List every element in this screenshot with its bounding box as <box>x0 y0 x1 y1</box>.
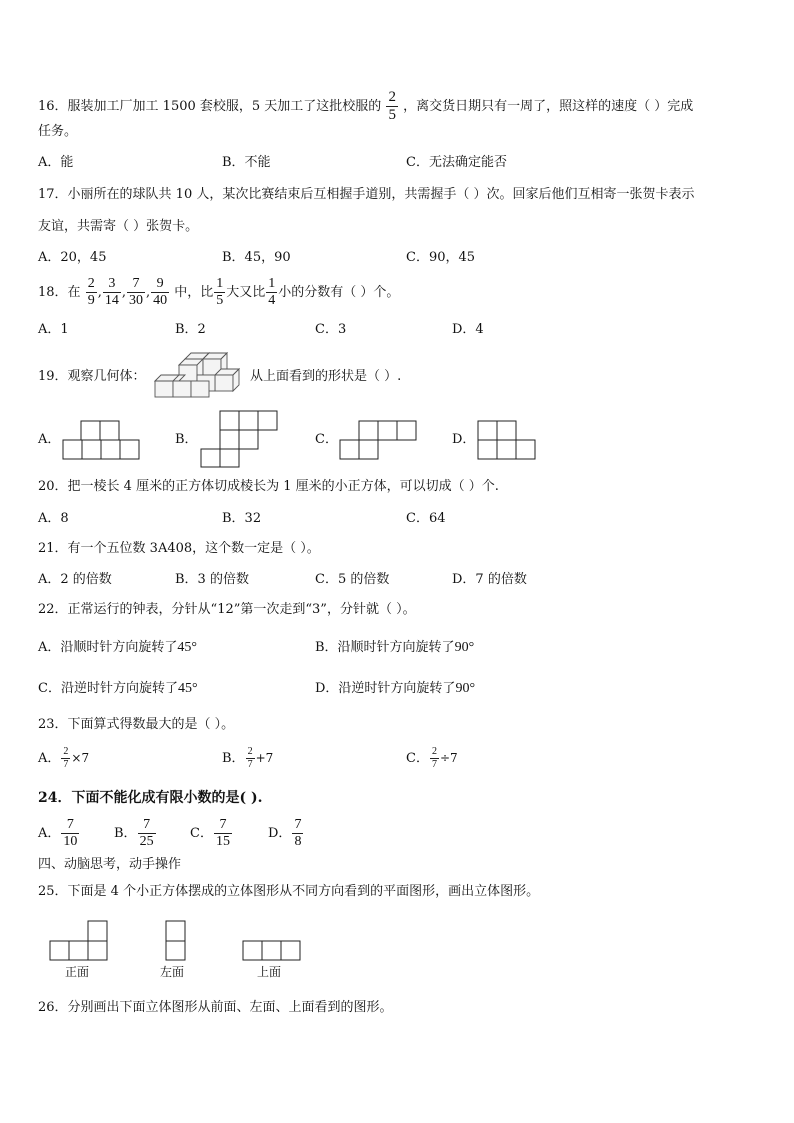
q22-line: 22．正常运行的钟表，分针从“12”第一次走到“3”，分针就（ ）。 <box>38 602 416 617</box>
q19-option-a[interactable]: A． <box>38 432 61 447</box>
q18-option-a[interactable]: A．1 <box>38 322 69 337</box>
q24-fraction-c: $\frac{7}{15}$ <box>215 817 230 849</box>
q21-option-d[interactable]: D．7 的倍数 <box>452 572 527 587</box>
q20-option-c[interactable]: C．64 <box>406 511 446 526</box>
q19-option-b[interactable]: B． <box>175 432 198 447</box>
q25-caption-top: 上面 <box>257 965 282 979</box>
q21-option-a[interactable]: A．2 的倍数 <box>38 572 112 587</box>
q22-option-c[interactable]: C．沿逆时针方向旋转了45° <box>38 681 198 696</box>
q16-option-c[interactable]: C．无法确定能否 <box>406 155 507 170</box>
q26-line: 26．分别画出下面立体图形从前面、左面、上面看到的图形。 <box>38 1000 393 1015</box>
q19-option-d-grid <box>477 420 537 460</box>
q16-option-a[interactable]: A．能 <box>38 155 74 170</box>
q25-top-view <box>242 940 302 962</box>
q17-line2: 友谊，共需寄（ ）张贺卡。 <box>38 219 199 234</box>
q24-option-b[interactable]: B． $\frac{7}{25}$ <box>114 817 154 849</box>
q16-option-b[interactable]: B．不能 <box>222 155 271 170</box>
q19-prompt-post: 从上面看到的形状是（ ）. <box>250 369 402 384</box>
q24-fraction-b: $\frac{7}{25}$ <box>139 817 154 849</box>
q23-line: 23．下面算式得数最大的是（ ）。 <box>38 717 235 732</box>
q17-option-b[interactable]: B．45，90 <box>222 250 291 265</box>
q22-option-b[interactable]: B．沿顺时针方向旋转了90° <box>315 640 475 655</box>
q18-option-d[interactable]: D．4 <box>452 322 484 337</box>
q18-option-b[interactable]: B．2 <box>175 322 206 337</box>
q25-left-view <box>165 920 187 962</box>
q18-fraction-3: $\frac{7}{30}$ <box>128 276 143 308</box>
q22-option-a[interactable]: A．沿顺时针方向旋转了45° <box>38 640 197 655</box>
q25-caption-left: 左面 <box>160 965 185 979</box>
q22-option-d[interactable]: D．沿逆时针方向旋转了90° <box>315 681 476 696</box>
q24-fraction-d: $\frac{7}{8}$ <box>294 817 302 849</box>
q19-option-b-grid <box>200 410 278 468</box>
q20-option-a[interactable]: A．8 <box>38 511 69 526</box>
q22-angle-c: 45° <box>177 681 198 696</box>
q20-line: 20．把一棱长 4 厘米的正方体切成棱长为 1 厘米的小正方体，可以切成（ ）个. <box>38 479 499 494</box>
q18-fraction-upper: $\frac{1}{4}$ <box>268 276 276 308</box>
q23-option-b[interactable]: B． $\frac{2}{7}$ +7 <box>222 746 274 770</box>
q23-option-a[interactable]: A． $\frac{2}{7}$ ×7 <box>38 746 90 770</box>
q22-angle-a: 45° <box>177 640 197 655</box>
q18-line: 18．在 $\frac{2}{9}$ , $\frac{3}{14}$ , $\frac{7}{30}$ , $\frac{9}{40}$ 中，比 $\frac{1}{5}$ 大又比 $\frac{1}{4}$ 小的分数有（ ）个。 <box>38 276 400 308</box>
q19-prompt-pre: 19．观察几何体： <box>38 369 146 384</box>
q19-option-a-grid <box>62 420 140 460</box>
q22-angle-d: 90° <box>455 681 476 696</box>
q17-option-c[interactable]: C．90，45 <box>406 250 476 265</box>
q21-option-b[interactable]: B．3 的倍数 <box>175 572 249 587</box>
q19-option-c[interactable]: C． <box>315 432 338 447</box>
q23-option-c[interactable]: C． $\frac{2}{7}$ ÷7 <box>406 746 458 770</box>
q19-option-d[interactable]: D． <box>452 432 476 447</box>
q23-fraction-c: $\frac{2}{7}$ <box>431 746 437 770</box>
q25-line: 25．下面是 4 个小正方体摆成的立体图形从不同方向看到的平面图形，画出立体图形。 <box>38 884 540 899</box>
q18-option-c[interactable]: C．3 <box>315 322 347 337</box>
q23-fraction-b: $\frac{2}{7}$ <box>247 746 253 770</box>
q18-fraction-lower: $\frac{1}{5}$ <box>216 276 224 308</box>
q16-line2: 任务。 <box>38 124 78 139</box>
q16-fraction: $\frac{2}{5}$ <box>388 89 396 123</box>
q21-option-c[interactable]: C．5 的倍数 <box>315 572 390 587</box>
q24-line: 24．下面不能化成有限小数的是( ). <box>38 790 263 806</box>
q18-fraction-4: $\frac{9}{40}$ <box>153 276 168 308</box>
q16-line1: 16．服装加工厂加工 1500 套校服，5 天加工了这批校服的 $\frac{2}{5}$ ，离交货日期只有一周了，照这样的速度（ ）完成 <box>38 89 694 123</box>
q17-line1: 17．小丽所在的球队共 10 人，某次比赛结束后互相握手道别，共需握手（ ）次。回家后他们互相寄一张贺卡表示 <box>38 187 695 202</box>
q24-option-a[interactable]: A． $\frac{7}{10}$ <box>38 817 78 849</box>
q25-front-view <box>49 920 109 962</box>
q24-option-c[interactable]: C． $\frac{7}{15}$ <box>190 817 230 849</box>
q23-fraction-a: $\frac{2}{7}$ <box>63 746 69 770</box>
q21-line: 21．有一个五位数 3A408，这个数一定是（ ）。 <box>38 541 320 556</box>
q24-fraction-a: $\frac{7}{10}$ <box>63 817 78 849</box>
section-heading: 四、动脑思考，动手操作 <box>38 857 182 872</box>
q24-option-d[interactable]: D． $\frac{7}{8}$ <box>268 817 302 849</box>
q25-caption-front: 正面 <box>65 965 90 979</box>
q17-option-a[interactable]: A．20，45 <box>38 250 107 265</box>
q19-cube-figure <box>155 351 241 401</box>
q19-option-c-grid <box>339 420 417 460</box>
q20-option-b[interactable]: B．32 <box>222 511 262 526</box>
q22-angle-b: 90° <box>454 640 475 655</box>
q18-fraction-2: $\frac{3}{14}$ <box>104 276 119 308</box>
q18-fraction-1: $\frac{2}{9}$ <box>87 276 95 308</box>
